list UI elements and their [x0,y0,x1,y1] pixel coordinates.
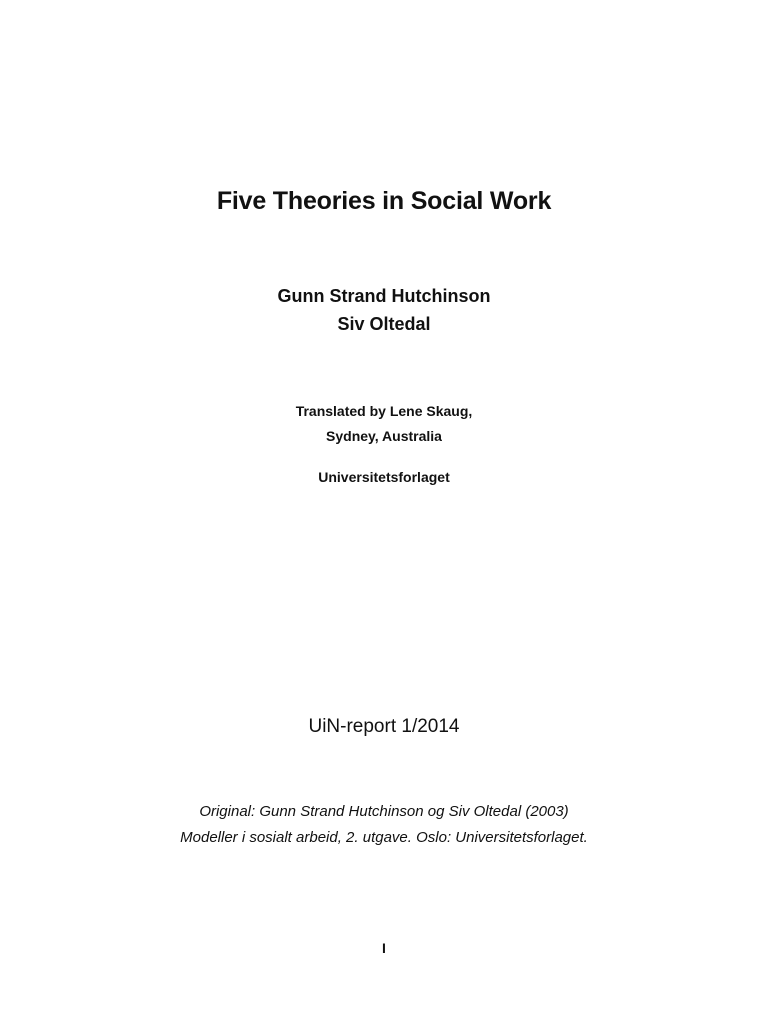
publisher-name: Universitetsforlaget [318,469,450,485]
original-citation-line-1: Original: Gunn Strand Hutchinson og Siv Oltedal (2003) [199,803,569,820]
author-name-1: Gunn Strand Hutchinson [277,286,491,306]
document-title: Five Theories in Social Work [216,187,552,215]
report-number: UiN-report 1/2014 [308,716,460,737]
translator-line-1: Translated by Lene Skaug, [295,403,473,419]
translator-line-2: Sydney, Australia [326,428,442,444]
author-name-2: Siv Oltedal [337,314,431,334]
page-number: I [382,940,386,956]
original-citation-line-2: Modeller i sosialt arbeid, 2. utgave. Oslo: Universitetsforlaget. [180,829,588,846]
